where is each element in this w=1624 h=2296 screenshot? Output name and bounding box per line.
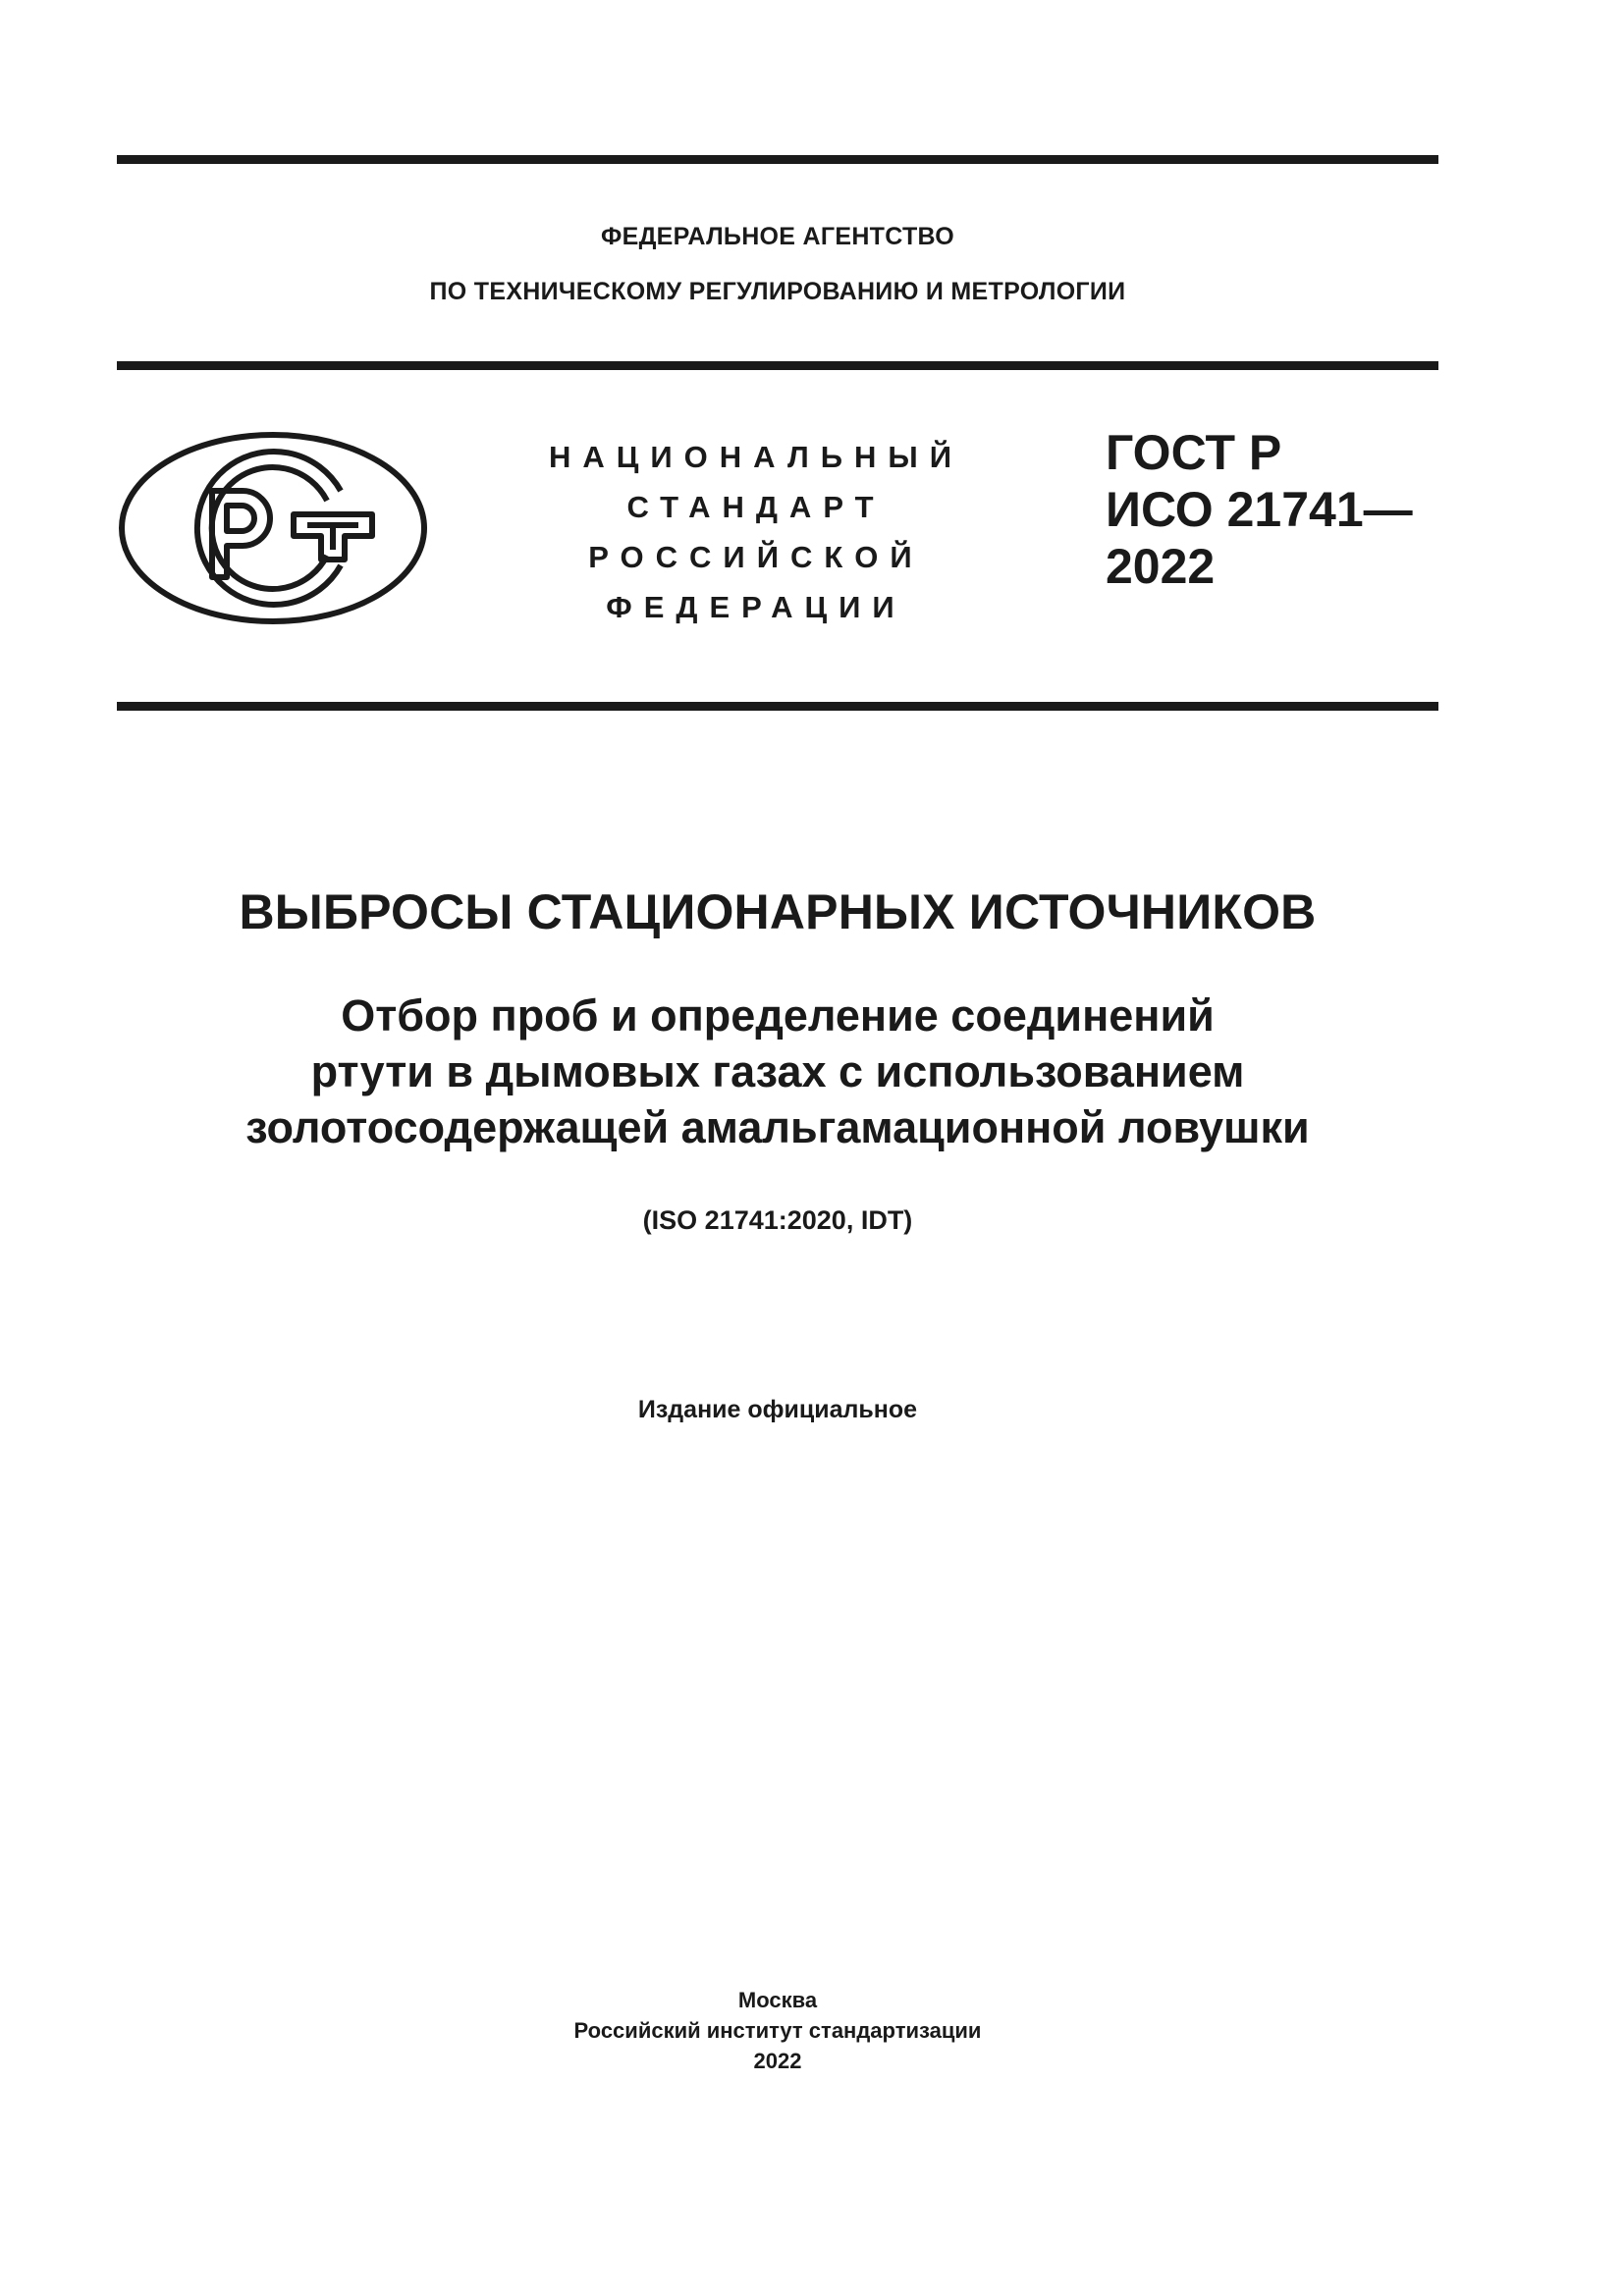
rst-emblem-icon bbox=[117, 430, 429, 626]
national-standard-line-3: РОССИЙСКОЙ bbox=[588, 540, 924, 574]
standard-designation bbox=[1106, 424, 1413, 595]
publisher-city: Москва bbox=[737, 1988, 818, 2012]
agency-divider-rule bbox=[117, 361, 1438, 370]
national-standard-line-4: ФЕДЕРАЦИИ bbox=[606, 590, 906, 624]
national-standard-line-2: СТАНДАРТ bbox=[626, 490, 886, 524]
publisher-year: 2022 bbox=[753, 2049, 802, 2073]
top-rule bbox=[117, 155, 1438, 164]
agency-line-1: ФЕДЕРАЛЬНОЕ АГЕНТСТВО bbox=[600, 223, 955, 250]
publisher-organization: Российский институт стандартизации bbox=[573, 2018, 982, 2043]
national-standard-line-1: НАЦИОНАЛЬНЫЙ bbox=[548, 440, 964, 474]
designation-line-1: ГОСТ Р bbox=[1106, 425, 1282, 480]
subtitle-line-3: золотосодержащей амальгамационной ловушки bbox=[245, 1102, 1310, 1152]
national-standard-block bbox=[530, 432, 982, 632]
publisher-block bbox=[117, 1985, 1438, 2076]
designation-line-2: ИСО 21741— bbox=[1106, 482, 1413, 537]
subtitle-line-2: ртути в дымовых газах с использованием bbox=[310, 1046, 1245, 1096]
header-bottom-rule bbox=[117, 702, 1438, 711]
document-subtitle bbox=[117, 988, 1438, 1155]
document-main-title: ВЫБРОСЫ СТАЦИОНАРНЫХ ИСТОЧНИКОВ bbox=[239, 884, 1317, 939]
agency-line-2: ПО ТЕХНИЧЕСКОМУ РЕГУЛИРОВАНИЮ И МЕТРОЛОГИИ bbox=[429, 278, 1126, 305]
designation-line-3: 2022 bbox=[1106, 539, 1216, 594]
subtitle-line-1: Отбор проб и определение соединений bbox=[341, 990, 1215, 1041]
iso-reference: (ISO 21741:2020, IDT) bbox=[642, 1205, 913, 1235]
edition-label: Издание официальное bbox=[637, 1396, 918, 1423]
